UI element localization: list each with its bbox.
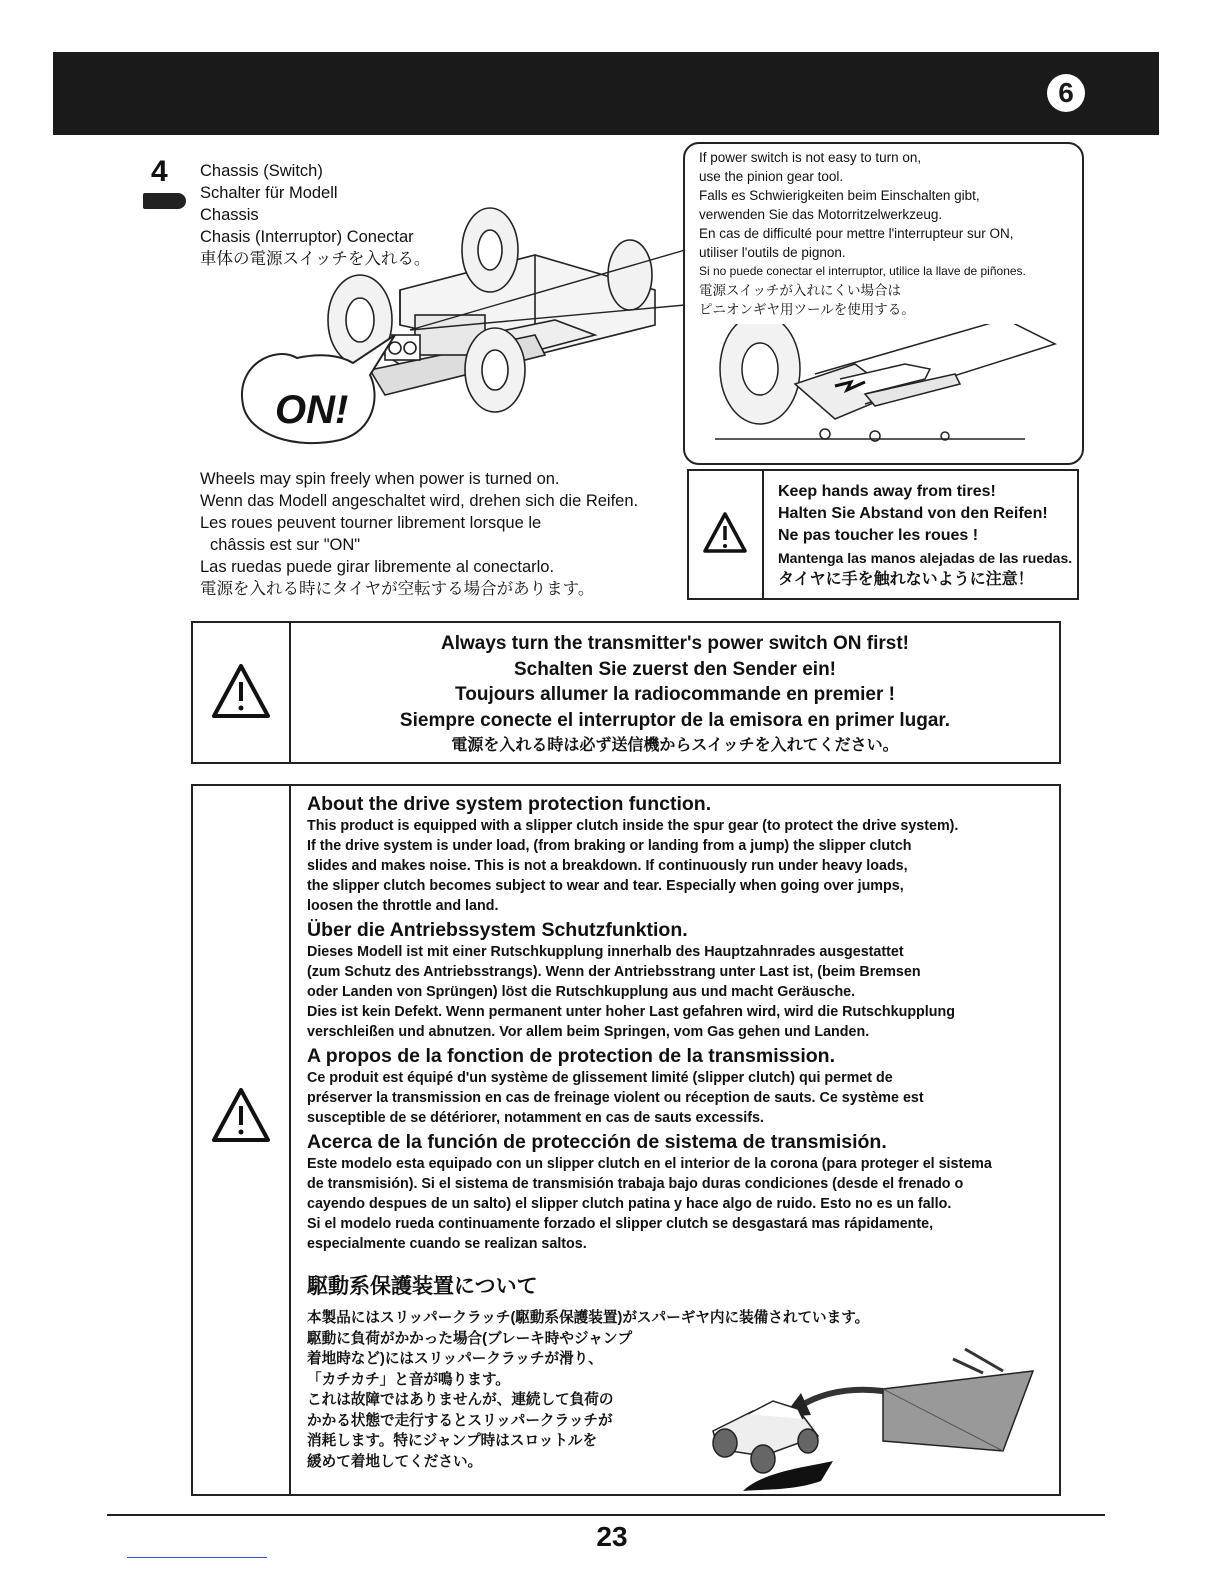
- body-line: (zum Schutz des Antriebsstrangs). Wenn der Antriebsstrang unter Last ist, (beim Bremsen: [307, 964, 921, 980]
- callout-line: utiliser l'outils de pignon.: [699, 245, 846, 260]
- warning-line: Keep hands away from tires!: [778, 483, 996, 500]
- section-heading: Acerca de la función de protección de sistema de transmisión.: [307, 1131, 887, 1153]
- transmitter-warning-text: [291, 631, 1059, 759]
- warning-line: Mantenga las manos alejadas de las ruedas.: [778, 550, 1073, 566]
- switch-closeup-illustration: [715, 324, 1065, 454]
- callout-line: En cas de difficulté pour mettre l'interrupteur sur ON,: [699, 226, 1014, 241]
- warning-line: Ne pas toucher les roues !: [778, 527, 979, 544]
- section-body: [307, 942, 1057, 1042]
- step-marker: [143, 193, 186, 209]
- body-line: Ce produit est équipé d'un système de glissement limité (slipper clutch) qui permet de: [307, 1070, 893, 1086]
- body-line: This product is equipped with a slipper clutch inside the spur gear (to protect the drive system).: [307, 818, 959, 834]
- callout-line: Si no puede conectar el interruptor, utilice la llave de piñones.: [699, 264, 1026, 278]
- step-title-line: 車体の電源スイッチを入れる。: [200, 250, 431, 268]
- body-line: Dies ist kein Defekt. Wenn permanent unter hoher Last gefahren wird, wird die Rutschkupplung: [307, 1004, 955, 1020]
- footer-link-line: [127, 1557, 267, 1558]
- body-line: préserver la transmission en cas de freinage violent ou réception de sauts. Ce système est: [307, 1090, 924, 1106]
- note-line: châssis est sur "ON": [210, 536, 361, 554]
- warning-line: Halten Sie Abstand von den Reifen!: [778, 505, 1048, 522]
- footer-rule: [107, 1514, 1105, 1516]
- note-line: 電源を入れる時にタイヤが空転する場合があります。: [200, 580, 595, 598]
- page-number: 23: [596, 1521, 628, 1552]
- warning-line: タイヤに手を触れないように注意！: [778, 571, 1034, 588]
- body-line: susceptible de se détériorer, notamment en cas de sauts excessifs.: [307, 1110, 764, 1126]
- warning-triangle-icon: [193, 786, 289, 1494]
- body-line: the slipper clutch becomes subject to wear and tear. Especially when going over jumps,: [307, 878, 904, 894]
- callout-line: use the pinion gear tool.: [699, 169, 844, 184]
- pinion-tool-callout: [683, 142, 1084, 465]
- warning-line: Siempre conecte el interruptor de la emisora en primer lugar.: [399, 709, 951, 731]
- callout-text: [699, 148, 1026, 319]
- body-line: oder Landen von Sprüngen) löst die Rutschkupplung aus und macht Geräusche.: [307, 984, 856, 1000]
- callout-line: Falls es Schwierigkeiten beim Einschalten gibt,: [699, 188, 980, 203]
- callout-line: If power switch is not easy to turn on,: [699, 150, 922, 165]
- callout-line: 電源スイッチが入れにくい場合は: [699, 283, 901, 298]
- warning-triangle-icon: [193, 623, 289, 762]
- body-line: 消耗します。特にジャンプ時はスロットルを: [307, 1433, 598, 1449]
- note-line: Wheels may spin freely when power is turned on.: [200, 470, 560, 488]
- note-line: Las ruedas puede girar libremente al conectarlo.: [200, 558, 555, 576]
- chassis-illustration: [235, 195, 695, 445]
- section-heading: 駆動系保護装置について: [307, 1275, 538, 1298]
- body-line: especialmente cuando se realizan saltos.: [307, 1236, 587, 1252]
- body-line: Dieses Modell ist mit einer Rutschkupplung innerhalb des Hauptzahnrades ausgestattet: [307, 944, 904, 960]
- jump-illustration: [703, 1331, 1043, 1491]
- drive-protection-box: [191, 784, 1061, 1496]
- section-body: [307, 1154, 1057, 1254]
- warning-line: Always turn the transmitter's power switch ON first!: [441, 633, 909, 654]
- step-title-line: Chassis: [200, 206, 259, 224]
- section-header-bar: [53, 52, 1159, 135]
- body-line: Si el modelo rueda continuamente forzado el slipper clutch se desgastará mas rápidamente,: [307, 1216, 934, 1232]
- warning-line: Toujours allumer la radiocommande en premier !: [455, 684, 895, 705]
- on-label: ON!: [275, 388, 349, 432]
- tire-warning-text: [778, 481, 1072, 591]
- body-line: かかる状態で走行するとスリッパークラッチが: [307, 1412, 613, 1429]
- body-line: これは故障ではありませんが、連続して負荷の: [307, 1392, 614, 1408]
- body-line: 着地時など)にはスリッパークラッチが滑り、: [307, 1351, 603, 1367]
- warning-triangle-icon: [689, 471, 762, 598]
- body-line: 緩めて着地してください。: [307, 1453, 483, 1470]
- section-heading: Über die Antriebssystem Schutzfunktion.: [307, 919, 688, 941]
- body-line: 「カチカチ」と音が鳴ります。: [307, 1371, 510, 1388]
- step-title-line: Chassis (Switch): [200, 162, 323, 180]
- body-line: Este modelo esta equipado con un slipper clutch en el interior de la corona (para proteger el sistema: [307, 1156, 992, 1172]
- section-heading: About the drive system protection function.: [307, 793, 712, 815]
- section-body: [307, 816, 1057, 916]
- body-line: slides and makes noise. This is not a breakdown. If continuously run under heavy loads,: [307, 858, 908, 874]
- body-line: loosen the throttle and land.: [307, 898, 499, 914]
- body-line: verschleißen und abnutzen. Vor allem beim Springen, vom Gas gehen und Landen.: [307, 1024, 870, 1040]
- transmitter-warning-box: [191, 621, 1061, 764]
- step-badge: 6: [1047, 74, 1085, 112]
- warning-line: Schalten Sie zuerst den Sender ein!: [513, 658, 837, 680]
- body-line: de transmisión). Si el sistema de transmisión trabaja bajo duras condiciones (desde el frenado o: [307, 1176, 964, 1192]
- wheels-spin-note: [200, 468, 638, 600]
- tire-warning-box: [687, 469, 1079, 600]
- body-line: 駆動に負荷がかかった場合(ブレーキ時やジャンプ: [307, 1330, 633, 1347]
- note-line: Les roues peuvent tourner librement lorsque le: [200, 514, 542, 532]
- step-title-line: Schalter für Modell: [200, 184, 338, 202]
- body-line: cayendo despues de un salto) el slipper clutch patina y hace algo de ruido. Esto no es un fallo.: [307, 1196, 952, 1212]
- step-number: 4: [151, 155, 168, 188]
- callout-line: ピニオンギヤ用ツールを使用する。: [699, 302, 915, 317]
- body-line: If the drive system is under load, (from braking or landing from a jump) the slipper clutch: [307, 838, 912, 854]
- section-heading: A propos de la fonction de protection de la transmission.: [307, 1045, 836, 1067]
- callout-line: verwenden Sie das Motorritzelwerkzeug.: [699, 207, 943, 222]
- note-line: Wenn das Modell angeschaltet wird, drehen sich die Reifen.: [200, 492, 639, 510]
- body-line: 本製品にはスリッパークラッチ(駆動系保護装置)がスパーギヤ内に装備されています。: [307, 1310, 870, 1326]
- section-body: [307, 1068, 1057, 1128]
- step-title-line: Chasis (Interruptor) Conectar: [200, 228, 414, 246]
- warning-line: 電源を入れる時は必ず送信機からスイッチを入れてください。: [451, 737, 899, 754]
